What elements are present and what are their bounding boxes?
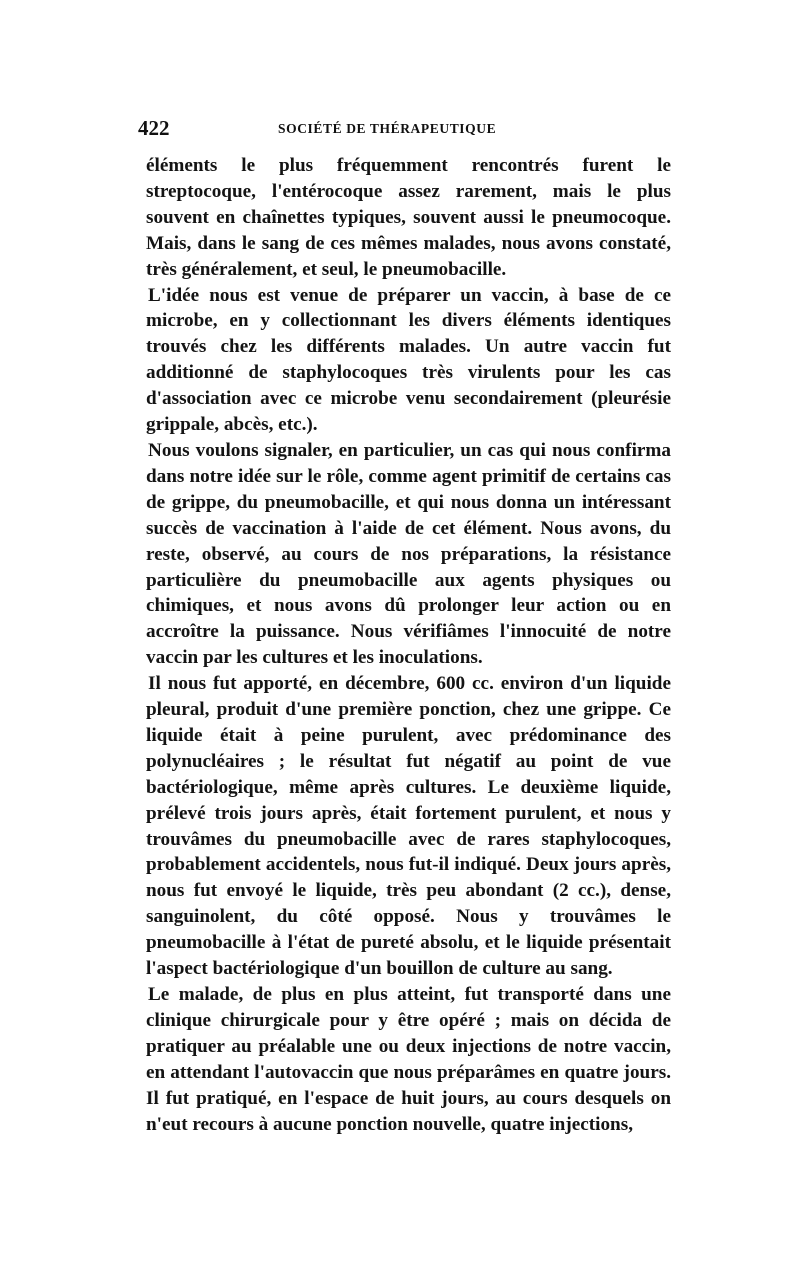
page-header [138, 116, 672, 140]
running-title: SOCIÉTÉ DE THÉRAPEUTIQUE [278, 121, 497, 136]
paragraph: Le malade, de plus en plus atteint, fut transporté dans une clinique chirurgicale pour y être opéré ; mais on décida de pratiquer au préalable une ou deux injections de notre vaccin, en attendant l'autovaccin que nous préparâmes en quatre jours. Il fut pratiqué, en l'espace de huit jours, au cours desquels on n'eut recours à aucune ponction nouvelle, quatre injections, [146, 984, 671, 1135]
paragraph: L'idée nous est venue de préparer un vaccin, à base de ce microbe, en y collectionnant les divers éléments identiques trouvés chez les différents malades. Un autre vaccin fut additionné de staphylocoques très virulents pour les cas d'association avec ce microbe venu secondairement (pleurésie grippale, abcès, etc.). [146, 284, 671, 436]
body-text [146, 153, 671, 1137]
paragraph: Il nous fut apporté, en décembre, 600 cc. environ d'un liquide pleural, produit d'une première ponction, chez une grippe. Ce liquide était à peine purulent, avec prédominance des polynucléaires ; le résultat fut négatif au point de vue bactériologique, même après cultures. Le deuxième liquide, prélevé trois jours après, était fortement purulent, et nous y trouvâmes du pneumobacille avec de rares staphylocoques, probablement accidentels, nous fut-il indiqué. Deux jours après, nous fut envoyé le liquide, très peu abondant (2 cc.), dense, sanguinolent, du côté opposé. Nous y trouvâmes le pneumobacille à l'état de pureté absolu, et le liquide présentait l'aspect bactériologique d'un bouillon de culture au sang. [146, 673, 671, 980]
paragraph: Nous voulons signaler, en particulier, un cas qui nous confirma dans notre idée sur le rôle, comme agent primitif de certains cas de grippe, du pneumobacille, et qui nous donna un intéressant succès de vaccination à l'aide de cet élément. Nous avons, du reste, observé, au cours de nos préparations, la résistance particulière du pneumobacille aux agents physiques ou chimiques, et nous avons dû prolonger leur action ou en accroître la puissance. Nous vérifiâmes l'innocuité de notre vaccin par les cultures et les inoculations. [146, 439, 671, 669]
page-number: 422 [138, 116, 170, 140]
paragraph-continued: éléments le plus fréquemment rencontrés furent le streptocoque, l'entérocoque assez rarement, mais le plus souvent en chaînettes typiques, souvent aussi le pneumocoque. Mais, dans le sang de ces mêmes malades, nous avons constaté, très généralement, et seul, le pneumobacille. [146, 155, 671, 280]
